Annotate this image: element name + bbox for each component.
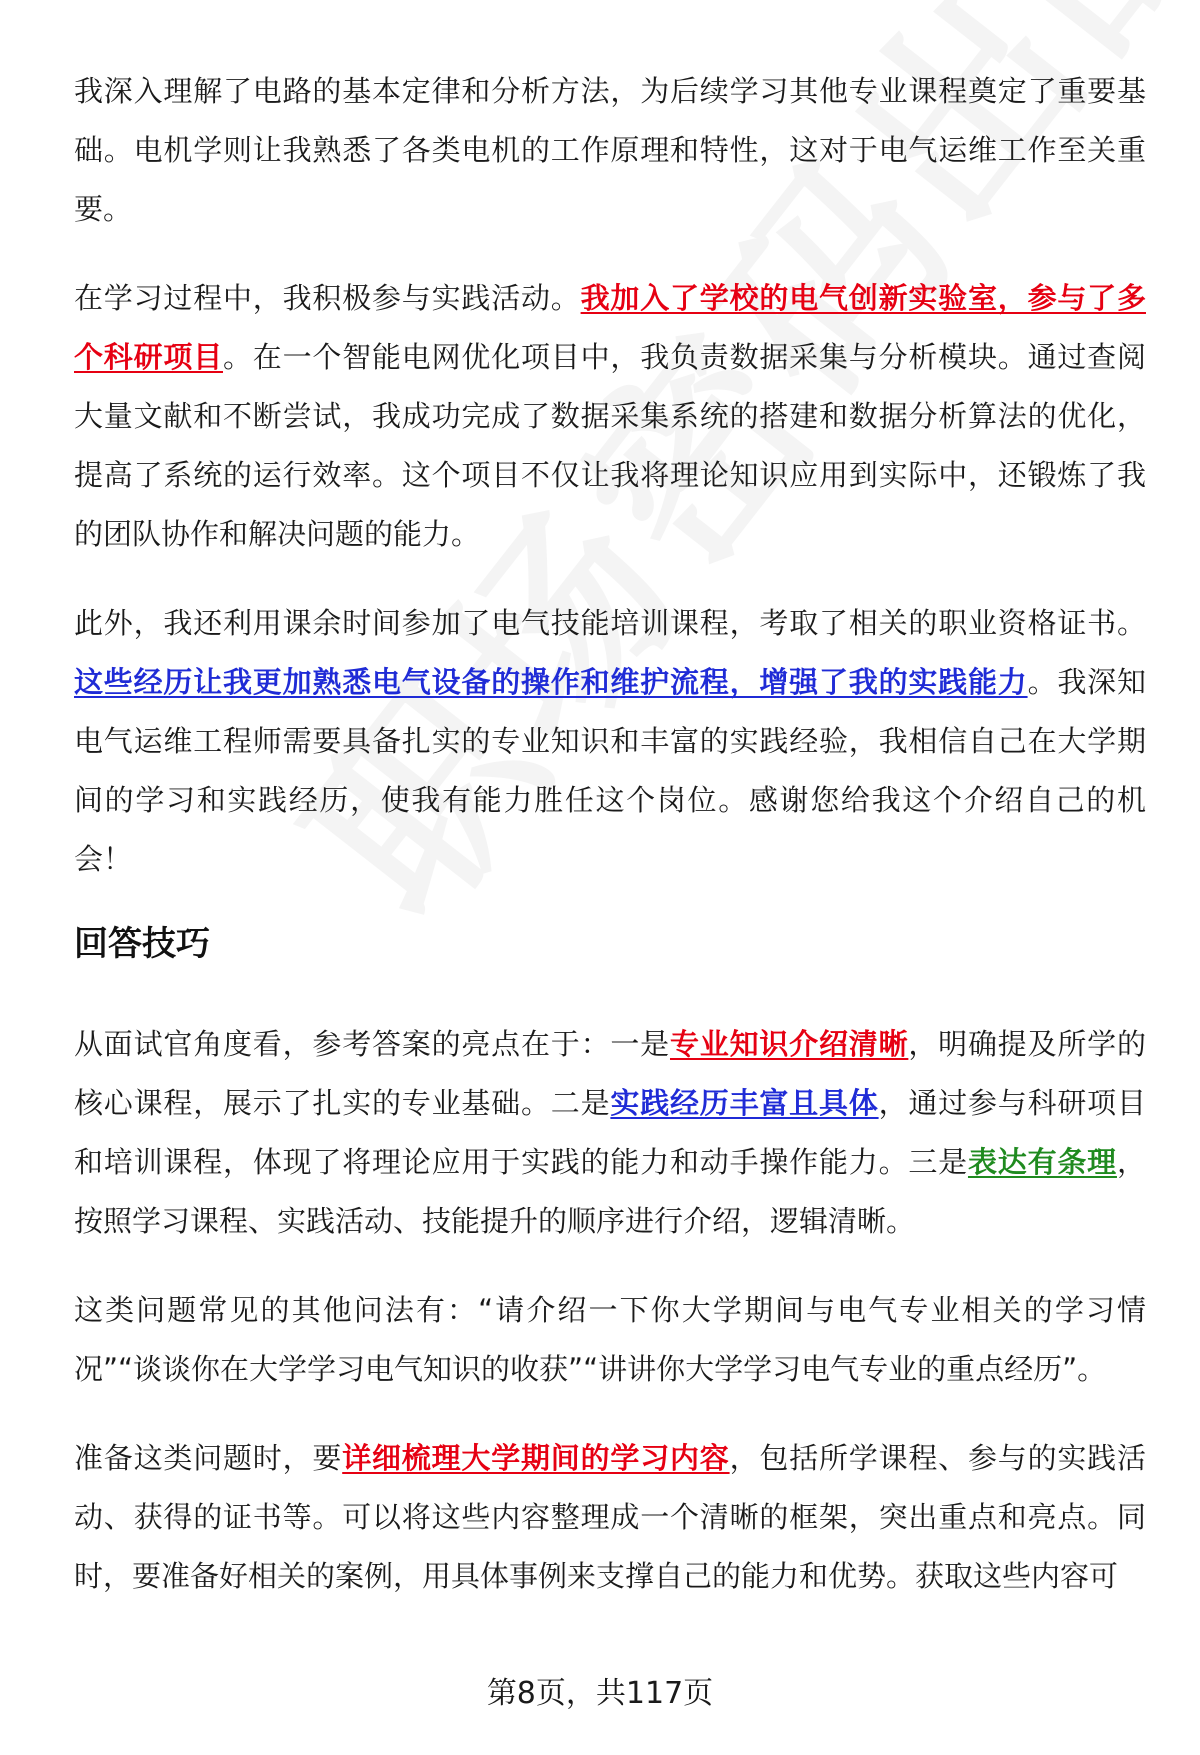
highlight-innovation-lab: 我加入了学校的电气创新实验室，参与了多个科研项目 xyxy=(74,281,1146,374)
paragraph-4-text-2: ，明确提及所学的核心课程，展示了扎实的专业基础。二是 xyxy=(74,1027,1146,1120)
highlight-review-study-content: 详细梳理大学期间的学习内容 xyxy=(342,1441,730,1475)
paragraph-1 xyxy=(74,62,1146,239)
paragraph-4-text-4: ，按照学习课程、实践活动、技能提升的顺序进行介绍，逻辑清晰。 xyxy=(74,1145,1146,1238)
paragraph-1-text: 我深入理解了电路的基本定律和分析方法，为后续学习其他专业课程奠定了重要基础。电机学则让我熟悉了各类电机的工作原理和特性，这对于电气运维工作至关重要。 xyxy=(74,74,1146,226)
paragraph-5 xyxy=(74,1281,1146,1399)
paragraph-2-after: 。在一个智能电网优化项目中，我负责数据采集与分析模块。通过查阅大量文献和不断尝试，我成功完成了数据采集系统的搭建和数据分析算法的优化，提高了系统的运行效率。这个项目不仅让我将理论知识应用到实际中，还锻炼了我的团队协作和解决问题的能力。 xyxy=(74,340,1146,551)
paragraph-3-before: 此外，我还利用课余时间参加了电气技能培训课程，考取了相关的职业资格证书。 xyxy=(74,606,1146,640)
paragraph-2 xyxy=(74,269,1146,564)
paragraph-4 xyxy=(74,1015,1146,1251)
paragraph-4-text-3: ，通过参与科研项目和培训课程，体现了将理论应用于实践的能力和动手操作能力。三是 xyxy=(74,1086,1146,1179)
section-heading-answer-tips: 回答技巧 xyxy=(74,924,210,964)
content-body xyxy=(74,62,1146,1636)
paragraph-3-after: 。我深知电气运维工程师需要具备扎实的专业知识和丰富的实践经验，我相信自己在大学期间的学习和实践经历，使我有能力胜任这个岗位。感谢您给我这个介绍自己的机会！ xyxy=(74,665,1146,876)
paragraph-2-before: 在学习过程中，我积极参与实践活动。 xyxy=(74,281,581,315)
highlight-practical-experience: 实践经历丰富且具体 xyxy=(610,1086,879,1120)
paragraph-6 xyxy=(74,1429,1146,1606)
paragraph-3 xyxy=(74,594,1146,889)
highlight-organized-expression: 表达有条理 xyxy=(967,1145,1117,1179)
highlight-practical-ability: 这些经历让我更加熟悉电气设备的操作和维护流程，增强了我的实践能力 xyxy=(74,665,1028,699)
paragraph-4-text-1: 从面试官角度看，参考答案的亮点在于：一是 xyxy=(74,1027,670,1061)
highlight-professional-knowledge: 专业知识介绍清晰 xyxy=(669,1027,909,1061)
paragraph-5-text: 这类问题常见的其他问法有：“请介绍一下你大学期间与电气专业相关的学习情况”“谈谈你在大学学习电气知识的收获”“讲讲你大学学习电气专业的重点经历”。 xyxy=(74,1293,1146,1386)
paragraph-6-after: ，包括所学课程、参与的实践活动、获得的证书等。可以将这些内容整理成一个清晰的框架，突出重点和亮点。同时，要准备好相关的案例，用具体事例来支撑自己的能力和优势。获取这些内容可 xyxy=(74,1441,1146,1593)
page-number-footer: 第8页，共117页 xyxy=(486,1676,714,1711)
paragraph-6-before: 准备这类问题时，要 xyxy=(74,1441,343,1475)
